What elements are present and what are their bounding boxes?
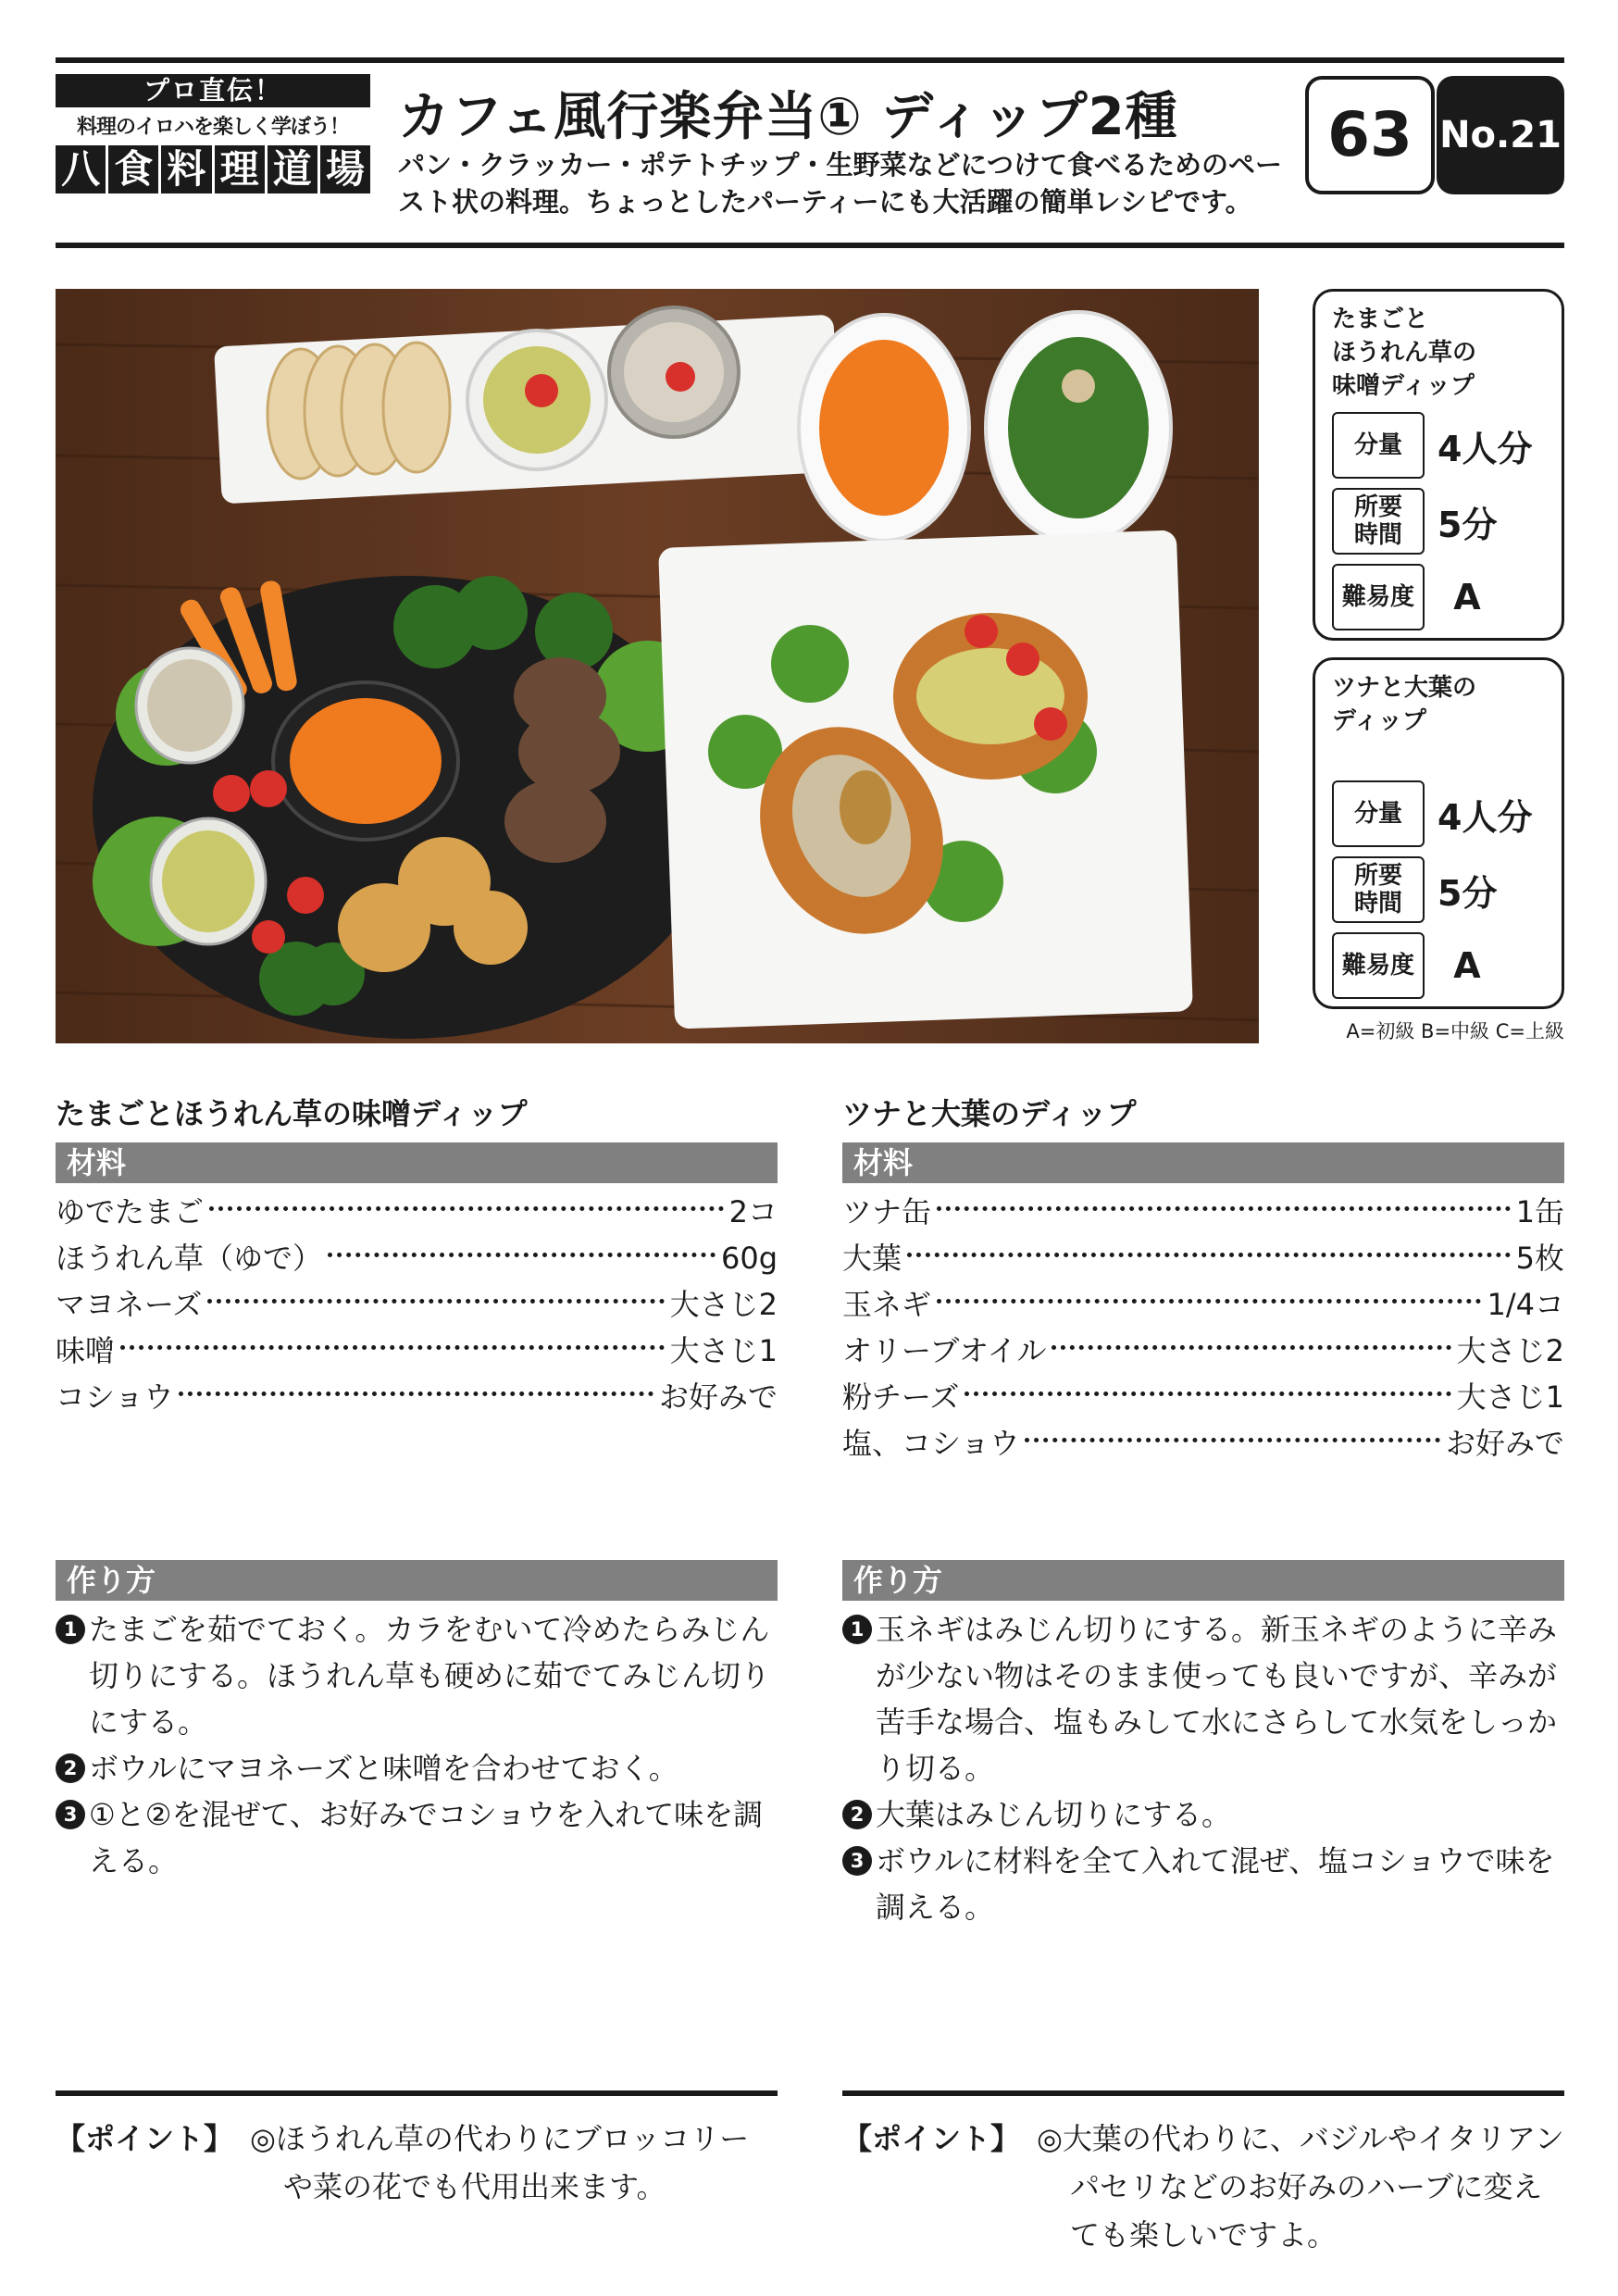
ingredient-row [842, 1420, 1564, 1466]
servings-row [1332, 780, 1547, 847]
ingredient-row [56, 1235, 778, 1281]
step-number-badge: 2 [842, 1800, 872, 1829]
method-egg-dip [56, 1560, 778, 1884]
time-label: 所要 時間 [1332, 488, 1425, 555]
step-text: ①と②を混ぜて、お好みでコショウを入れて味を調える。 [89, 1797, 764, 1878]
recipe-title: たまごとほうれん草の味噌ディップ [56, 1096, 528, 1131]
step-number-badge: 1 [842, 1615, 872, 1644]
ingredient-name: 大葉 [842, 1241, 902, 1276]
difficulty-row [1332, 932, 1547, 999]
leader-dots [1052, 1345, 1450, 1350]
logo-tagline: プロ直伝！ [56, 74, 370, 107]
info-box-tuna-dip [1313, 657, 1564, 1009]
servings-row [1332, 412, 1547, 479]
ingredient-name: コショウ [56, 1379, 174, 1415]
step [842, 1606, 1564, 1791]
leader-dots [207, 1299, 664, 1304]
ingredient-name: 味噌 [56, 1333, 116, 1368]
leader-dots [209, 1206, 724, 1211]
servings-label: 分量 [1332, 780, 1425, 847]
point-label: 【ポイント】 [56, 2121, 234, 2156]
ingredient-row [842, 1281, 1564, 1328]
ingredients-header: 材料 [842, 1142, 1564, 1183]
step-number-badge: 1 [56, 1615, 85, 1644]
recipe-egg-dip [56, 1091, 778, 1420]
issue-number-badge: No.21 [1437, 76, 1564, 194]
ingredient-amount: 大さじ1 [1456, 1379, 1564, 1415]
point-egg-dip [56, 2090, 778, 2211]
page-title: カフェ風行楽弁当① ディップ2種 [398, 87, 1178, 147]
steps-list [842, 1606, 1564, 1930]
leader-dots [937, 1206, 1511, 1211]
ingredients-list [842, 1189, 1564, 1466]
time-label: 所要 時間 [1332, 856, 1425, 923]
difficulty-legend: A=初級 B=中級 C=上級 [1346, 1020, 1564, 1042]
time-row [1332, 856, 1547, 923]
steps-list [56, 1606, 778, 1884]
page-number-badge: 63 [1305, 76, 1435, 194]
ingredients-header: 材料 [56, 1142, 778, 1183]
leader-dots [120, 1345, 665, 1350]
logo-char: 場 [320, 145, 370, 193]
time-value: 5分 [1438, 504, 1498, 545]
ingredient-amount: 大さじ2 [1456, 1333, 1564, 1368]
logo-char: 食 [108, 145, 158, 193]
step-text: 大葉はみじん切りにする。 [876, 1797, 1232, 1832]
ingredient-name: マヨネーズ [56, 1287, 203, 1322]
header-bottom-rule [56, 243, 1564, 248]
servings-value: 4人分 [1438, 428, 1533, 469]
ingredient-row [842, 1235, 1564, 1281]
step [56, 1606, 778, 1745]
leader-dots [965, 1391, 1450, 1396]
ingredient-name: ほうれん草（ゆで） [56, 1241, 323, 1276]
step [56, 1791, 778, 1884]
step-number-badge: 3 [842, 1846, 872, 1876]
ingredient-amount: 大さじ1 [669, 1333, 778, 1368]
step [842, 1838, 1564, 1930]
point-text: ◎大葉の代わりに、バジルやイタリアンパセリなどのお好みのハーブに変えても楽しいですよ。 [1037, 2121, 1564, 2252]
ingredient-name: オリーブオイル [842, 1333, 1047, 1368]
servings-label: 分量 [1332, 412, 1425, 479]
step [56, 1745, 778, 1791]
ingredient-amount: 60g [720, 1241, 778, 1276]
ingredients-list [56, 1189, 778, 1420]
logo-char: 八 [56, 145, 106, 193]
method-header: 作り方 [842, 1560, 1564, 1601]
logo [56, 74, 370, 194]
ingredient-amount: 2コ [728, 1194, 778, 1229]
step-number-badge: 3 [56, 1800, 85, 1829]
ingredient-amount: 1/4コ [1487, 1287, 1564, 1322]
logo-char: 理 [215, 145, 265, 193]
recipe-tuna-dip [842, 1091, 1564, 1466]
ingredient-name: 粉チーズ [842, 1379, 960, 1415]
ingredient-amount: お好みで [658, 1379, 778, 1415]
ingredient-row [842, 1328, 1564, 1374]
ingredient-amount: 5枚 [1515, 1241, 1564, 1276]
ingredient-row [842, 1374, 1564, 1420]
point-text: ◎ほうれん草の代わりにブロッコリーや菜の花でも代用出来ます。 [250, 2121, 750, 2204]
step-text: ボウルにマヨネーズと味噌を合わせておく。 [89, 1751, 678, 1786]
ingredient-name: ゆでたまご [56, 1194, 205, 1229]
recipe-title: ツナと大葉のディップ [842, 1096, 1137, 1131]
difficulty-row [1332, 564, 1547, 630]
info-box-egg-dip [1313, 289, 1564, 641]
step-text: たまごを茹でておく。カラをむいて冷めたらみじん切りにする。ほうれん草も硬めに茹でてみじん切りにする。 [89, 1612, 771, 1740]
ingredient-row [56, 1281, 778, 1328]
step-text: 玉ネギはみじん切りにする。新玉ネギのように辛みが少ない物はそのまま使っても良いですが、辛みが苦手な場合、塩もみして水にさらして水気をしっかり切る。 [876, 1612, 1558, 1786]
header-top-rule [56, 57, 1564, 63]
leader-dots [328, 1253, 716, 1257]
method-tuna-dip [842, 1560, 1564, 1930]
ingredient-name: 塩、コショウ [842, 1426, 1020, 1461]
difficulty-value: A [1453, 577, 1481, 618]
logo-char: 道 [268, 145, 317, 193]
difficulty-label: 難易度 [1332, 564, 1425, 630]
point-label: 【ポイント】 [842, 2121, 1021, 2156]
info-box-title: ツナと大葉の ディップ [1332, 674, 1477, 735]
logo-wordmark [56, 145, 370, 193]
step [842, 1791, 1564, 1838]
leader-dots [1025, 1438, 1440, 1442]
point-tuna-dip [842, 2090, 1564, 2259]
ingredient-amount: お好みで [1445, 1426, 1564, 1461]
difficulty-value: A [1453, 945, 1481, 986]
lead-text: パン・クラッカー・ポテトチップ・生野菜などにつけて食べるためのペースト状の料理。ちょっとしたパーティーにも大活躍の簡単レシピです。 [398, 149, 1282, 218]
food-photo [56, 289, 1259, 1043]
leader-dots [179, 1391, 653, 1396]
time-row [1332, 488, 1547, 555]
bento-illustration [56, 289, 1259, 1043]
ingredient-row [842, 1189, 1564, 1235]
ingredient-amount: 大さじ2 [669, 1287, 778, 1322]
ingredient-row [56, 1374, 778, 1420]
ingredient-row [56, 1189, 778, 1235]
servings-value: 4人分 [1438, 796, 1533, 838]
info-box-title: たまごと ほうれん草の 味噌ディップ [1332, 306, 1477, 400]
logo-subtitle: 料理のイロハを楽しく学ぼう！ [76, 116, 349, 139]
leader-dots [907, 1253, 1511, 1257]
difficulty-label: 難易度 [1332, 932, 1425, 999]
ingredient-name: ツナ缶 [842, 1194, 932, 1229]
step-text: ボウルに材料を全て入れて混ぜ、塩コショウで味を調える。 [876, 1843, 1555, 1925]
ingredient-amount: 1缶 [1515, 1194, 1564, 1229]
ingredient-row [56, 1328, 778, 1374]
ingredient-name: 玉ネギ [842, 1287, 932, 1322]
leader-dots [937, 1299, 1481, 1304]
time-value: 5分 [1438, 872, 1498, 914]
step-number-badge: 2 [56, 1753, 85, 1783]
logo-char: 料 [161, 145, 211, 193]
method-header: 作り方 [56, 1560, 778, 1601]
